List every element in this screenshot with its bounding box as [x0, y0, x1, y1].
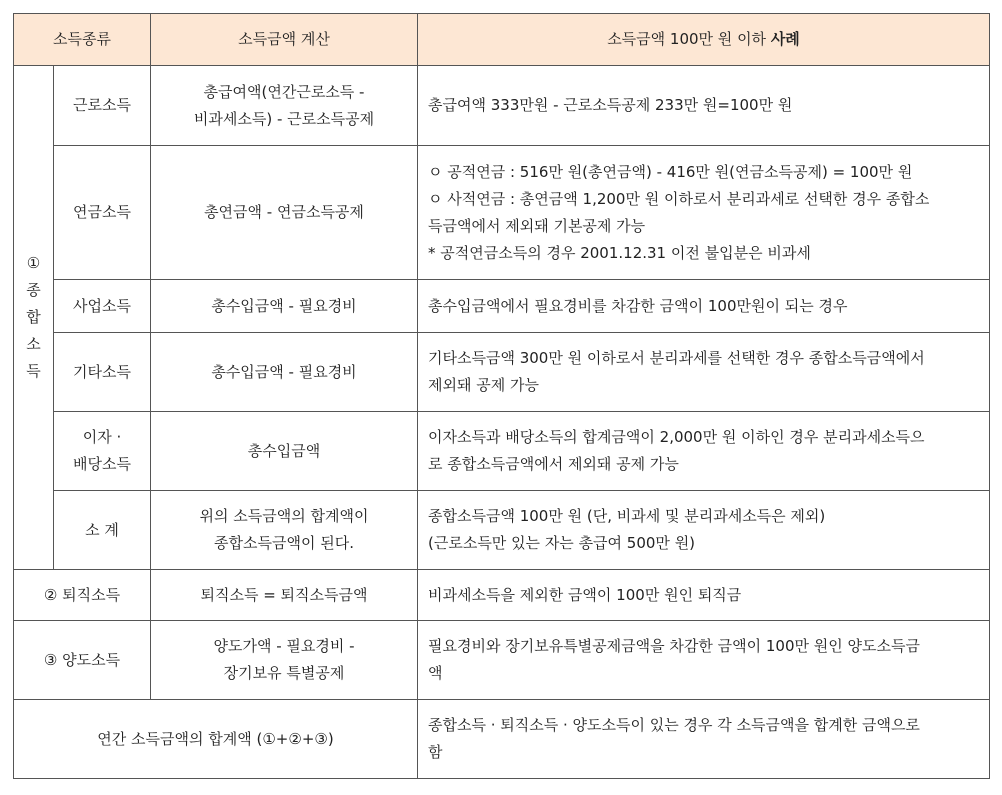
income-example: 총수입금액에서 필요경비를 차감한 금액이 100만원이 되는 경우: [418, 280, 990, 333]
income-calc: 총수입금액: [151, 412, 418, 491]
table-row: [14, 280, 990, 333]
income-type: 기타소득: [54, 333, 151, 412]
table-row: [14, 66, 990, 146]
table-row: [14, 412, 990, 491]
income-type: 사업소득: [54, 280, 151, 333]
income-calc: 총연금액 - 연금소득공제: [151, 146, 418, 280]
income-example: 기타소득금액 300만 원 이하로서 분리과세를 선택한 경우 종합소득금액에서 제외돼 공제 가능: [418, 333, 990, 412]
group-label-comprehensive: ① 종 합 소 득: [14, 66, 54, 570]
income-type: 소 계: [54, 491, 151, 570]
income-type: ③ 양도소득: [14, 621, 151, 700]
income-example: 이자소득과 배당소득의 합계금액이 2,000만 원 이하인 경우 분리과세소득으 로 종합소득금액에서 제외돼 공제 가능: [418, 412, 990, 491]
income-example: 총급여액 333만원 - 근로소득공제 233만 원=100만 원: [418, 66, 990, 146]
header-example: 소득금액 100만 원 이하 사례: [418, 14, 990, 66]
income-type: ② 퇴직소득: [14, 570, 151, 621]
income-example: 종합소득금액 100만 원 (단, 비과세 및 분리과세소득은 제외) (근로소득만 있는 자는 총급여 500만 원): [418, 491, 990, 570]
table-row: [14, 146, 990, 280]
income-type: 이자 · 배당소득: [54, 412, 151, 491]
table-row-total: [14, 700, 990, 779]
table-row: [14, 333, 990, 412]
income-calc: 위의 소득금액의 합계액이 종합소득금액이 된다.: [151, 491, 418, 570]
header-type: 소득종류: [14, 14, 151, 66]
income-table: [13, 13, 990, 779]
header-row: [14, 14, 990, 66]
income-calc: 총수입금액 - 필요경비: [151, 333, 418, 412]
income-example: ㅇ 공적연금 : 516만 원(총연금액) - 416만 원(연금소득공제) = 100만 원 ㅇ 사적연금 : 총연금액 1,200만 원 이하로서 분리과세로 선택한 경우 종합소 득금액에서 제외돼 기본공제 가능 * 공적연금소득의 경우 2001.12.31 이전 불입분은 비과세: [418, 146, 990, 280]
table-row: [14, 621, 990, 700]
header-calc: 소득금액 계산: [151, 14, 418, 66]
income-example: 종합소득 · 퇴직소득 · 양도소득이 있는 경우 각 소득금액을 합계한 금액으로 함: [418, 700, 990, 779]
table-row-subtotal: [14, 491, 990, 570]
table-row: [14, 570, 990, 621]
income-type: 연금소득: [54, 146, 151, 280]
income-calc: 총수입금액 - 필요경비: [151, 280, 418, 333]
income-example: 비과세소득을 제외한 금액이 100만 원인 퇴직금: [418, 570, 990, 621]
income-example: 필요경비와 장기보유특별공제금액을 차감한 금액이 100만 원인 양도소득금 액: [418, 621, 990, 700]
total-label: 연간 소득금액의 합계액 (①+②+③): [14, 700, 418, 779]
income-calc: 퇴직소득 = 퇴직소득금액: [151, 570, 418, 621]
income-calc: 총급여액(연간근로소득 - 비과세소득) - 근로소득공제: [151, 66, 418, 146]
income-type: 근로소득: [54, 66, 151, 146]
income-calc: 양도가액 - 필요경비 - 장기보유 특별공제: [151, 621, 418, 700]
